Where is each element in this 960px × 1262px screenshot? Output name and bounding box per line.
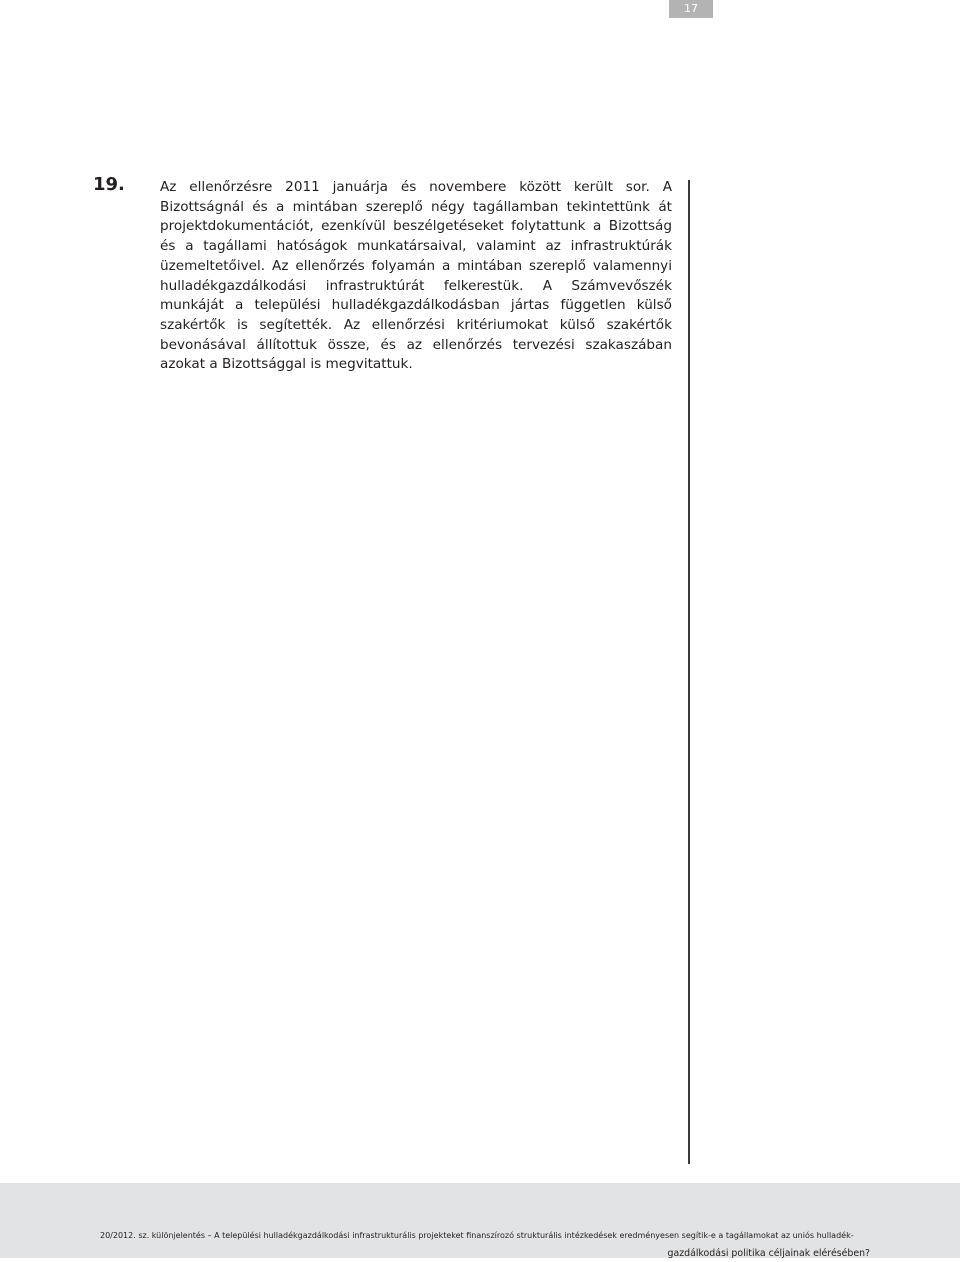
paragraph-number: 19.	[93, 174, 125, 195]
footer-line-1: 20/2012. sz. különjelentés – A települési hulladékgazdálkodási infrastrukturális projekteket finanszírozó strukturális intézkedések eredményesen segítik-e a tagállamokat az uniós hulladék-	[100, 1227, 870, 1245]
footer-line-2: gazdálkodási politika céljainak elérésében?	[100, 1245, 870, 1262]
footer-text	[100, 1227, 870, 1262]
page-number: 17	[684, 2, 698, 15]
page-number-tab	[669, 0, 713, 18]
paragraph-text: Az ellenőrzésre 2011 januárja és novembere között került sor. A Bizottságnál és a mintában szereplő négy tagállamban tekintettünk át projektdokumentációt, ezenkívül beszélgetéseket folytattunk a Bizottság és a tagállami hatóságok munkatársaival, valamint az infrastruktúrák üzemeltetőivel. Az ellenőrzés folyamán a mintában szereplő valamennyi hulladékgazdálkodási infrastruktúrát felkerestük. A Számvevőszék munkáját a települési hulladékgazdálkodásban jártas független külső szakértők is segítették. Az ellenőrzési kritériumokat külső szakértők bevonásával állítottuk össze, és az ellenőrzés tervezési szakaszában azokat a Bizottsággal is megvitattuk.	[160, 178, 672, 375]
vertical-divider	[688, 180, 690, 1164]
